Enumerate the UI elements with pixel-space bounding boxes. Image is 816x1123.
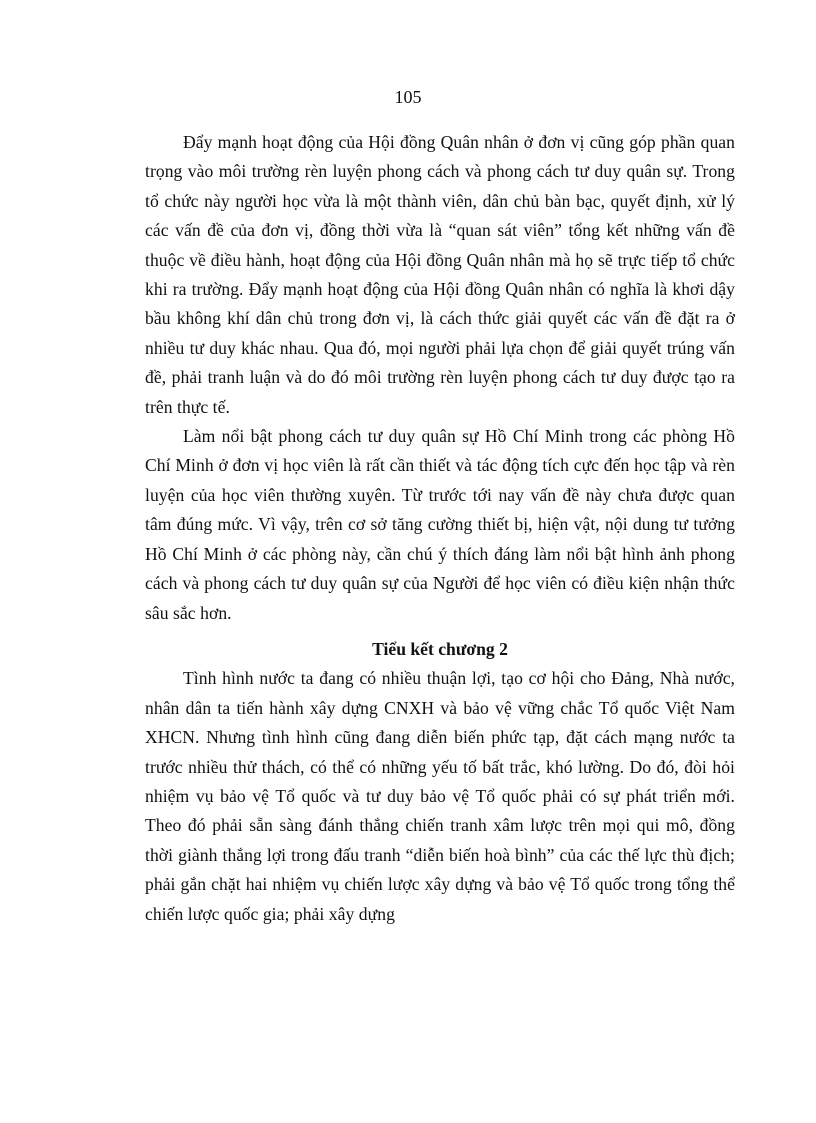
paragraph-ho-chi-minh-rooms: Làm nổi bật phong cách tư duy quân sự Hồ Chí Minh trong các phòng Hồ Chí Minh ở đơn vị học viên là rất cần thiết và tác động tích cực đến học tập và rèn luyện của học viên thường xuyên. Từ trước tới nay vấn đề này chưa được quan tâm đúng mức. Vì vậy, trên cơ sở tăng cường thiết bị, hiện vật, nội dung tư tưởng Hồ Chí Minh ở các phòng này, cần chú ý thích đáng làm nổi bật hình ảnh phong cách và phong cách tư duy quân sự của Người để học viên có điều kiện nhận thức sâu sắc hơn.	[145, 426, 735, 623]
document-body	[145, 128, 735, 929]
section-heading: Tiểu kết chương 2	[372, 638, 508, 659]
paragraph-chapter-summary: Tình hình nước ta đang có nhiều thuận lợi, tạo cơ hội cho Đảng, Nhà nước, nhân dân ta tiến hành xây dựng CNXH và bảo vệ vững chắc Tổ quốc Việt Nam XHCN. Nhưng tình hình cũng đang diễn biến phức tạp, đặt cách mạng nước ta trước nhiều thử thách, có thể có những yếu tố bất trắc, khó lường. Do đó, đòi hỏi nhiệm vụ bảo vệ Tổ quốc và tư duy bảo vệ Tổ quốc phải có sự phát triển mới. Theo đó phải sẵn sàng đánh thắng chiến tranh xâm lược trên mọi qui mô, đồng thời giành thắng lợi trong đấu tranh “diễn biến hoà bình” của các thế lực thù địch; phải gắn chặt hai nhiệm vụ chiến lược xây dựng và bảo vệ Tổ quốc trong tổng thể chiến lược quốc gia; phải xây dựng	[145, 668, 735, 924]
page-number: 105	[394, 87, 422, 107]
paragraph-council-activities: Đẩy mạnh hoạt động của Hội đồng Quân nhân ở đơn vị cũng góp phần quan trọng vào môi trường rèn luyện phong cách và phong cách tư duy quân sự. Trong tổ chức này người học vừa là một thành viên, dân chủ bàn bạc, quyết định, xử lý các vấn đề của đơn vị, đồng thời vừa là “quan sát viên” tổng kết những vấn đề thuộc về điều hành, hoạt động của Hội đồng Quân nhân mà họ sẽ trực tiếp tổ chức khi ra trường. Đẩy mạnh hoạt động của Hội đồng Quân nhân có nghĩa là khơi dậy bầu không khí dân chủ trong đơn vị, là cách thức giải quyết các vấn đề đặt ra ở nhiều tư duy khác nhau. Qua đó, mọi người phải lựa chọn để giải quyết trúng vấn đề, phải tranh luận và do đó môi trường rèn luyện phong cách tư duy được tạo ra trên thực tế.	[145, 132, 735, 417]
